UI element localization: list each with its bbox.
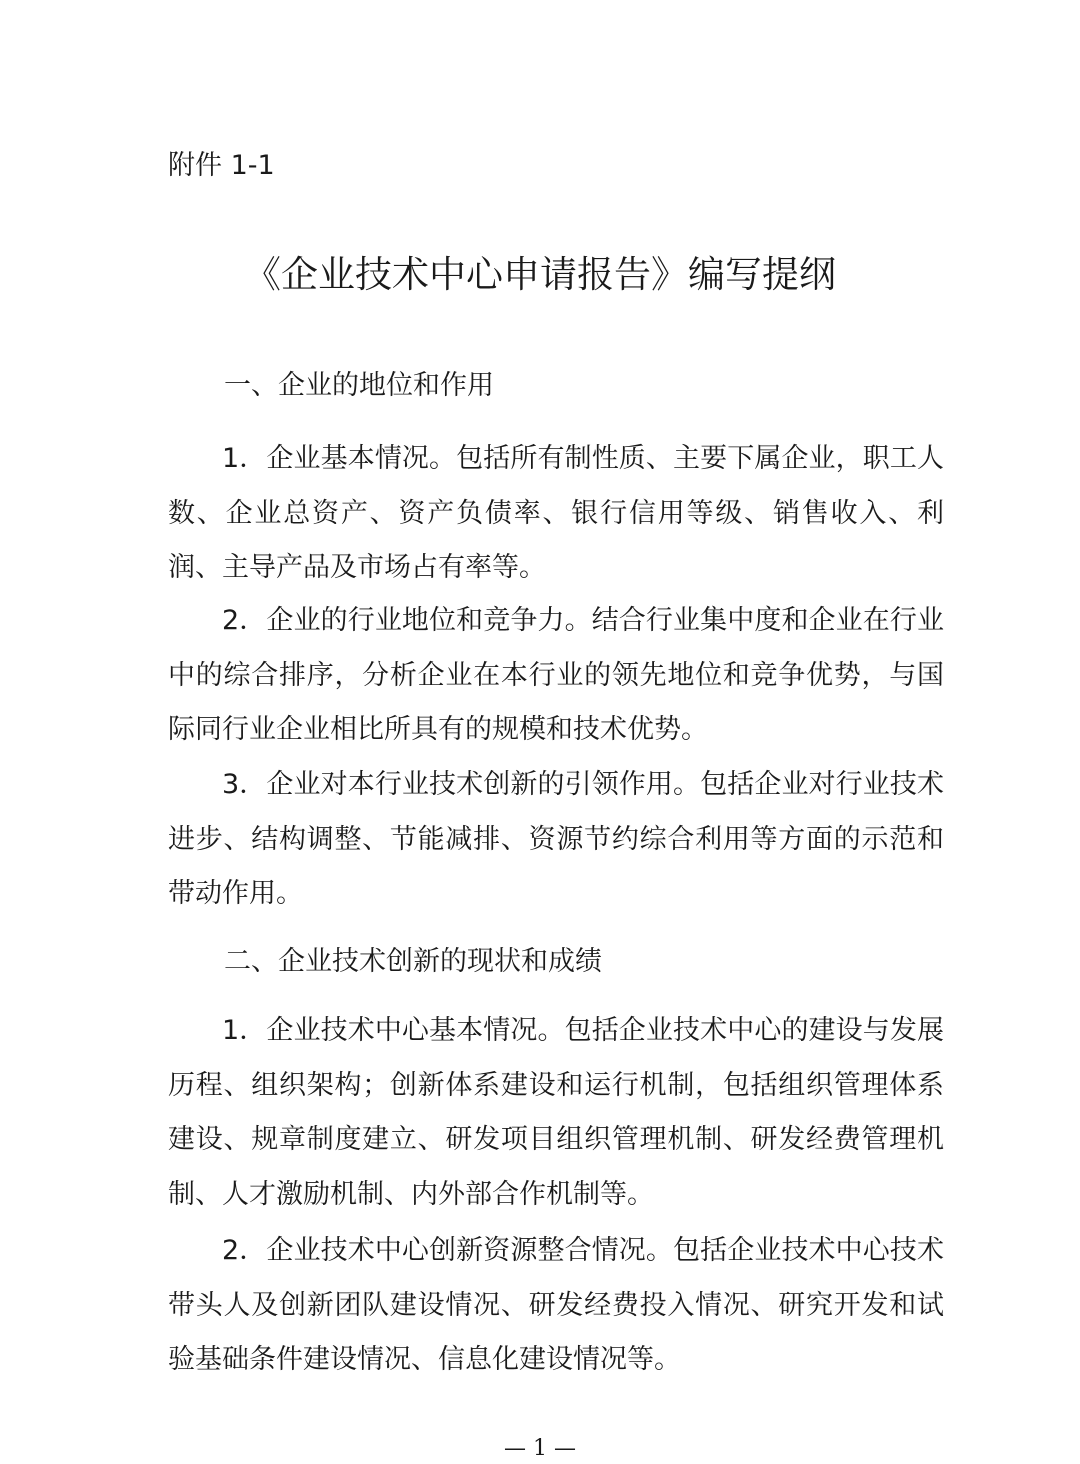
document-title: 《企业技术中心申请报告》编写提纲	[244, 253, 836, 296]
section-1-paragraph-2: 2．企业的行业地位和竞争力。结合行业集中度和企业在行业中的综合排序，分析企业在本行业的领先地位和竞争优势，与国际同行业企业相比所具有的规模和技术优势。	[168, 605, 944, 745]
section-heading-2: 二、企业技术创新的现状和成绩	[224, 946, 602, 977]
attachment-label: 附件 1-1	[168, 150, 275, 181]
section-2-paragraph-1: 1．企业技术中心基本情况。包括企业技术中心的建设与发展历程、组织架构；创新体系建设和运行机制，包括组织管理体系建设、规章制度建立、研发项目组织管理机制、研发经费管理机制、人才激励机制、内外部合作机制等。	[168, 1015, 944, 1210]
section-heading-1: 一、企业的地位和作用	[224, 370, 494, 401]
section-1-paragraph-3: 3．企业对本行业技术创新的引领作用。包括企业对行业技术进步、结构调整、节能减排、资源节约综合利用等方面的示范和带动作用。	[168, 769, 944, 909]
page-number: — 1 —	[504, 1436, 576, 1461]
section-2-paragraph-2: 2．企业技术中心创新资源整合情况。包括企业技术中心技术带头人及创新团队建设情况、研发经费投入情况、研究开发和试验基础条件建设情况、信息化建设情况等。	[168, 1235, 944, 1375]
section-1-paragraph-1: 1．企业基本情况。包括所有制性质、主要下属企业，职工人数、企业总资产、资产负债率、银行信用等级、销售收入、利润、主导产品及市场占有率等。	[168, 443, 944, 583]
